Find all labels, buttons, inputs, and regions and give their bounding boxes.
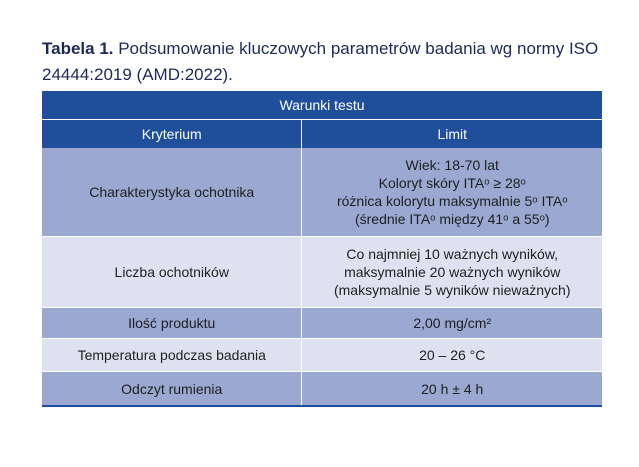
- limit-line: (maksymalnie 5 wyników nieważnych): [333, 282, 571, 298]
- criterion-cell: Ilość produktu: [42, 308, 302, 339]
- criterion-cell: Charakterystyka ochotnika: [42, 148, 302, 237]
- table-caption: [42, 36, 622, 88]
- table-row: [42, 339, 602, 372]
- limit-line: Koloryt skóry ITAᵒ ≥ 28ᵒ: [378, 175, 526, 191]
- table-header-row: [42, 120, 602, 149]
- limit-line: (średnie ITAᵒ między 41ᵒ a 55ᵒ): [354, 211, 550, 227]
- table-title-row: [42, 91, 602, 120]
- criterion-cell: Temperatura podczas badania: [42, 339, 302, 372]
- criterion-cell: Odczyt rumienia: [42, 372, 302, 407]
- limit-cell: 2,00 mg/cm²: [302, 308, 602, 339]
- criterion-cell: Liczba ochotników: [42, 237, 302, 308]
- table-row: [42, 372, 602, 407]
- limit-line: maksymalnie 20 ważnych wyników: [344, 264, 561, 280]
- table-row: [42, 308, 602, 339]
- test-conditions-table: [42, 91, 602, 407]
- column-header-criterion: Kryterium: [42, 120, 302, 149]
- limit-cell: [302, 148, 602, 237]
- limit-cell: 20 – 26 °C: [302, 339, 602, 372]
- table-row: [42, 148, 602, 237]
- limit-cell: 20 h ± 4 h: [302, 372, 602, 407]
- limit-line: różnica kolorytu maksymalnie 5ᵒ ITAᵒ: [336, 193, 568, 209]
- table-row: [42, 237, 602, 308]
- limit-line: Co najmniej 10 ważnych wyników,: [346, 246, 559, 262]
- caption-label: Tabela 1.: [42, 39, 114, 58]
- limit-cell: [302, 237, 602, 308]
- caption-text: Podsumowanie kluczowych parametrów badania wg normy ISO 24444:2019 (AMD:2022).: [42, 39, 599, 84]
- limit-line: Wiek: 18-70 lat: [405, 157, 499, 173]
- column-header-limit: Limit: [302, 120, 602, 149]
- table-title: Warunki testu: [42, 91, 602, 120]
